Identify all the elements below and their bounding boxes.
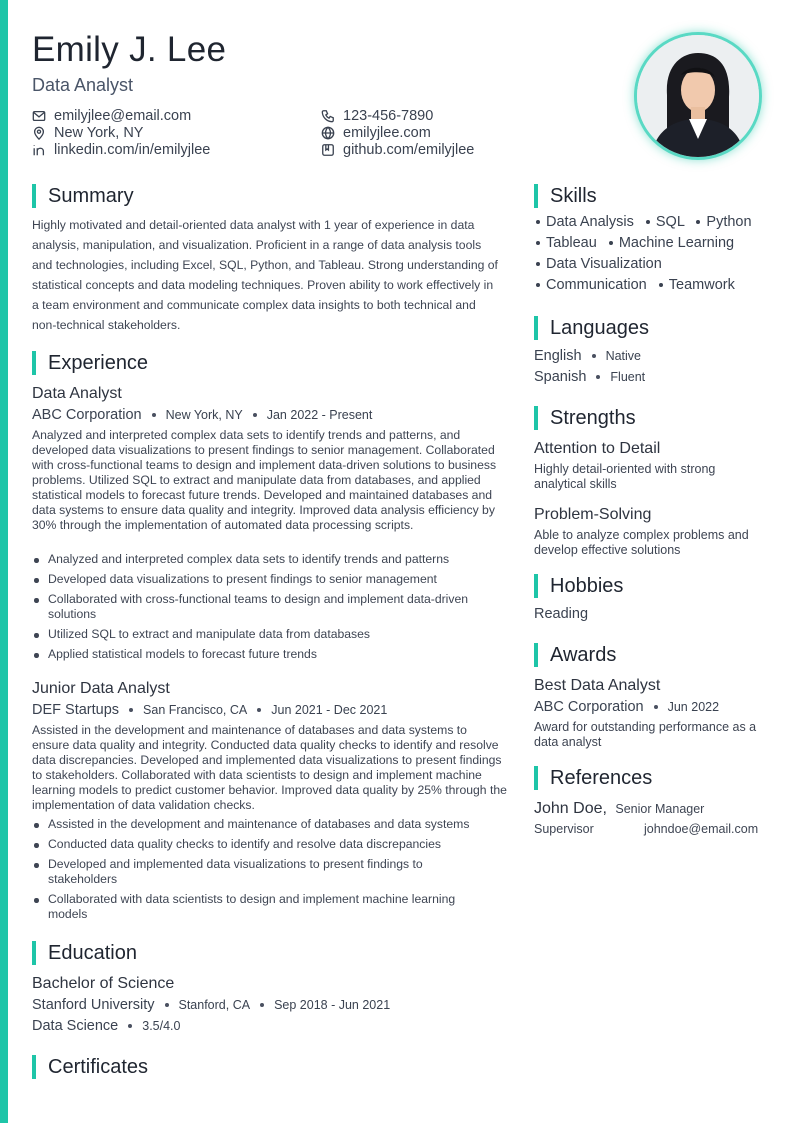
job-meta <box>32 702 387 718</box>
section-title-certificates: Certificates <box>32 1055 148 1079</box>
job-bullets <box>32 552 487 667</box>
award-meta <box>534 699 719 715</box>
section-title-education: Education <box>32 941 137 965</box>
section-title-summary: Summary <box>32 184 134 208</box>
contact-website[interactable]: emilyjlee.com <box>321 125 431 141</box>
skill-item: Communication <box>546 277 647 293</box>
separator-dot <box>152 413 156 417</box>
separator-dot <box>165 1003 169 1007</box>
language-row <box>534 369 645 385</box>
bullet-dot <box>536 220 540 224</box>
reference-relation: Supervisor <box>534 822 594 836</box>
education-meta <box>32 997 390 1013</box>
language-row <box>534 348 641 364</box>
list-item: Collaborated with cross-functional teams to design and implement data-driven solutions <box>32 592 487 622</box>
education-field: Data Science <box>32 1018 119 1034</box>
github-icon <box>321 143 335 157</box>
accent-bar <box>0 0 8 1123</box>
separator-dot <box>596 375 600 379</box>
bullet-dot <box>696 220 700 224</box>
skill-item: Machine Learning <box>618 235 735 251</box>
profile-portrait-icon <box>637 35 759 157</box>
job-company: ABC Corporation <box>32 407 142 423</box>
bullet-dot <box>536 241 540 245</box>
bullet-dot <box>609 241 613 245</box>
separator-dot <box>592 354 596 358</box>
list-item: Collaborated with data scientists to design and implement machine learning models <box>32 892 487 922</box>
list-item: Utilized SQL to extract and manipulate data from databases <box>32 627 487 642</box>
bullet-dot <box>536 262 540 266</box>
section-title-references: References <box>534 766 652 790</box>
skill-item: Teamwork <box>668 277 735 293</box>
language-level: Fluent <box>610 370 646 384</box>
list-item: Developed and implemented data visualizations to present findings to stakeholders <box>32 857 487 887</box>
award-title: Best Data Analyst <box>534 677 661 694</box>
language-level: Native <box>605 349 641 363</box>
linkedin-icon <box>32 143 46 157</box>
bullet-dot <box>536 283 540 287</box>
skill-item: Data Visualization <box>546 256 662 272</box>
education-location: Stanford, CA <box>178 998 251 1012</box>
summary-text: Highly motivated and detail-oriented data analyst with 1 year of experience in data analysis, manipulation, and visualization. Proficient in a range of data analysis tools and technologies, including Excel, SQL, Python, and Tableau. Strong understanding of statistical concepts and data modeling techniques. Proven ability to work effectively in a team environment and communicate complex data insights to both technical and non-technical stakeholders. <box>32 218 498 332</box>
separator-dot <box>654 705 658 709</box>
reference-name: John Doe, <box>534 800 607 817</box>
skill-item: SQL <box>655 214 685 230</box>
job-description: Analyzed and interpreted complex data sets to identify trends and patterns, and developed data visualizations to present findings to senior management. Collaborated with cross-functional teams to design and implement data-driven solutions to business problems. Utilized SQL to extract and manipulate data from databases, and applied statistical models to forecast future trends. Developed and maintained databases and data systems to ensure data quality and integrity. Improved data analysis efficiency by 30% through the implementation of automated data processing scripts. <box>32 428 497 532</box>
contact-phone[interactable]: 123-456-7890 <box>321 108 433 124</box>
contact-location: New York, NY <box>32 125 143 141</box>
language-name: Spanish <box>534 369 587 385</box>
education-dates: Sep 2018 - Jun 2021 <box>274 998 391 1012</box>
skill-item: Python <box>706 214 752 230</box>
bullet-dot <box>646 220 650 224</box>
section-title-awards: Awards <box>534 643 616 667</box>
strength-title: Attention to Detail <box>534 440 661 457</box>
education-school: Stanford University <box>32 997 155 1013</box>
job-dates: Jun 2021 - Dec 2021 <box>271 703 388 717</box>
separator-dot <box>128 1024 132 1028</box>
skills-list <box>534 214 774 298</box>
separator-dot <box>129 708 133 712</box>
job-location: New York, NY <box>165 408 243 422</box>
contact-linkedin[interactable]: linkedin.com/in/emilyjlee <box>32 142 210 158</box>
reference-email[interactable]: johndoe@email.com <box>644 822 759 836</box>
strength-desc: Able to analyze complex problems and develop effective solutions <box>534 528 749 557</box>
candidate-role: Data Analyst <box>32 75 134 95</box>
skill-item: Tableau <box>546 235 597 251</box>
education-field-meta <box>32 1018 180 1034</box>
job-dates: Jan 2022 - Present <box>266 408 373 422</box>
list-item: Assisted in the development and maintenance of databases and data systems <box>32 817 487 832</box>
list-item: Applied statistical models to forecast future trends <box>32 647 487 662</box>
award-org: ABC Corporation <box>534 699 644 715</box>
contact-github[interactable]: github.com/emilyjlee <box>321 142 474 158</box>
strength-title: Problem-Solving <box>534 506 652 523</box>
location-pin-icon <box>32 126 46 140</box>
list-item: Conducted data quality checks to identify and resolve data discrepancies <box>32 837 487 852</box>
profile-photo <box>634 32 762 160</box>
separator-dot <box>253 413 257 417</box>
job-meta <box>32 407 372 423</box>
reference-position: Senior Manager <box>615 802 705 816</box>
language-name: English <box>534 348 582 364</box>
mail-icon <box>32 109 46 123</box>
section-title-hobbies: Hobbies <box>534 574 623 598</box>
strength-desc: Highly detail-oriented with strong analytical skills <box>534 462 716 491</box>
list-item: Analyzed and interpreted complex data sets to identify trends and patterns <box>32 552 487 567</box>
job-description: Assisted in the development and maintenance of databases and data systems to ensure data quality and integrity. Conducted data quality checks to identify and resolve data discrepancies. Developed and implemented data visualizations to present findings to stakeholders. Collaborated with data scientists to design and implement machine learning models to predict customer behavior. Improved data quality by 25% through the implementation of data validation checks. <box>32 723 507 812</box>
section-title-strengths: Strengths <box>534 406 636 430</box>
job-bullets <box>32 817 487 927</box>
hobby-item: Reading <box>534 606 589 622</box>
job-location: San Francisco, CA <box>143 703 248 717</box>
section-title-skills: Skills <box>534 184 597 208</box>
job-title: Data Analyst <box>32 385 122 402</box>
job-title: Junior Data Analyst <box>32 680 170 697</box>
bullet-dot <box>659 283 663 287</box>
globe-icon <box>321 126 335 140</box>
contact-email[interactable]: emilyjlee@email.com <box>32 108 191 124</box>
job-company: DEF Startups <box>32 702 120 718</box>
phone-icon <box>321 109 335 123</box>
section-title-languages: Languages <box>534 316 649 340</box>
reference-row <box>534 800 704 818</box>
education-degree: Bachelor of Science <box>32 975 175 992</box>
skill-item: Data Analysis <box>546 214 634 230</box>
list-item: Developed data visualizations to present findings to senior management <box>32 572 487 587</box>
section-title-experience: Experience <box>32 351 148 375</box>
education-gpa: 3.5/4.0 <box>142 1019 181 1033</box>
award-date: Jun 2022 <box>667 700 720 714</box>
separator-dot <box>257 708 261 712</box>
separator-dot <box>260 1003 264 1007</box>
award-desc: Award for outstanding performance as a data analyst <box>534 720 757 749</box>
candidate-name: Emily J. Lee <box>32 30 227 69</box>
